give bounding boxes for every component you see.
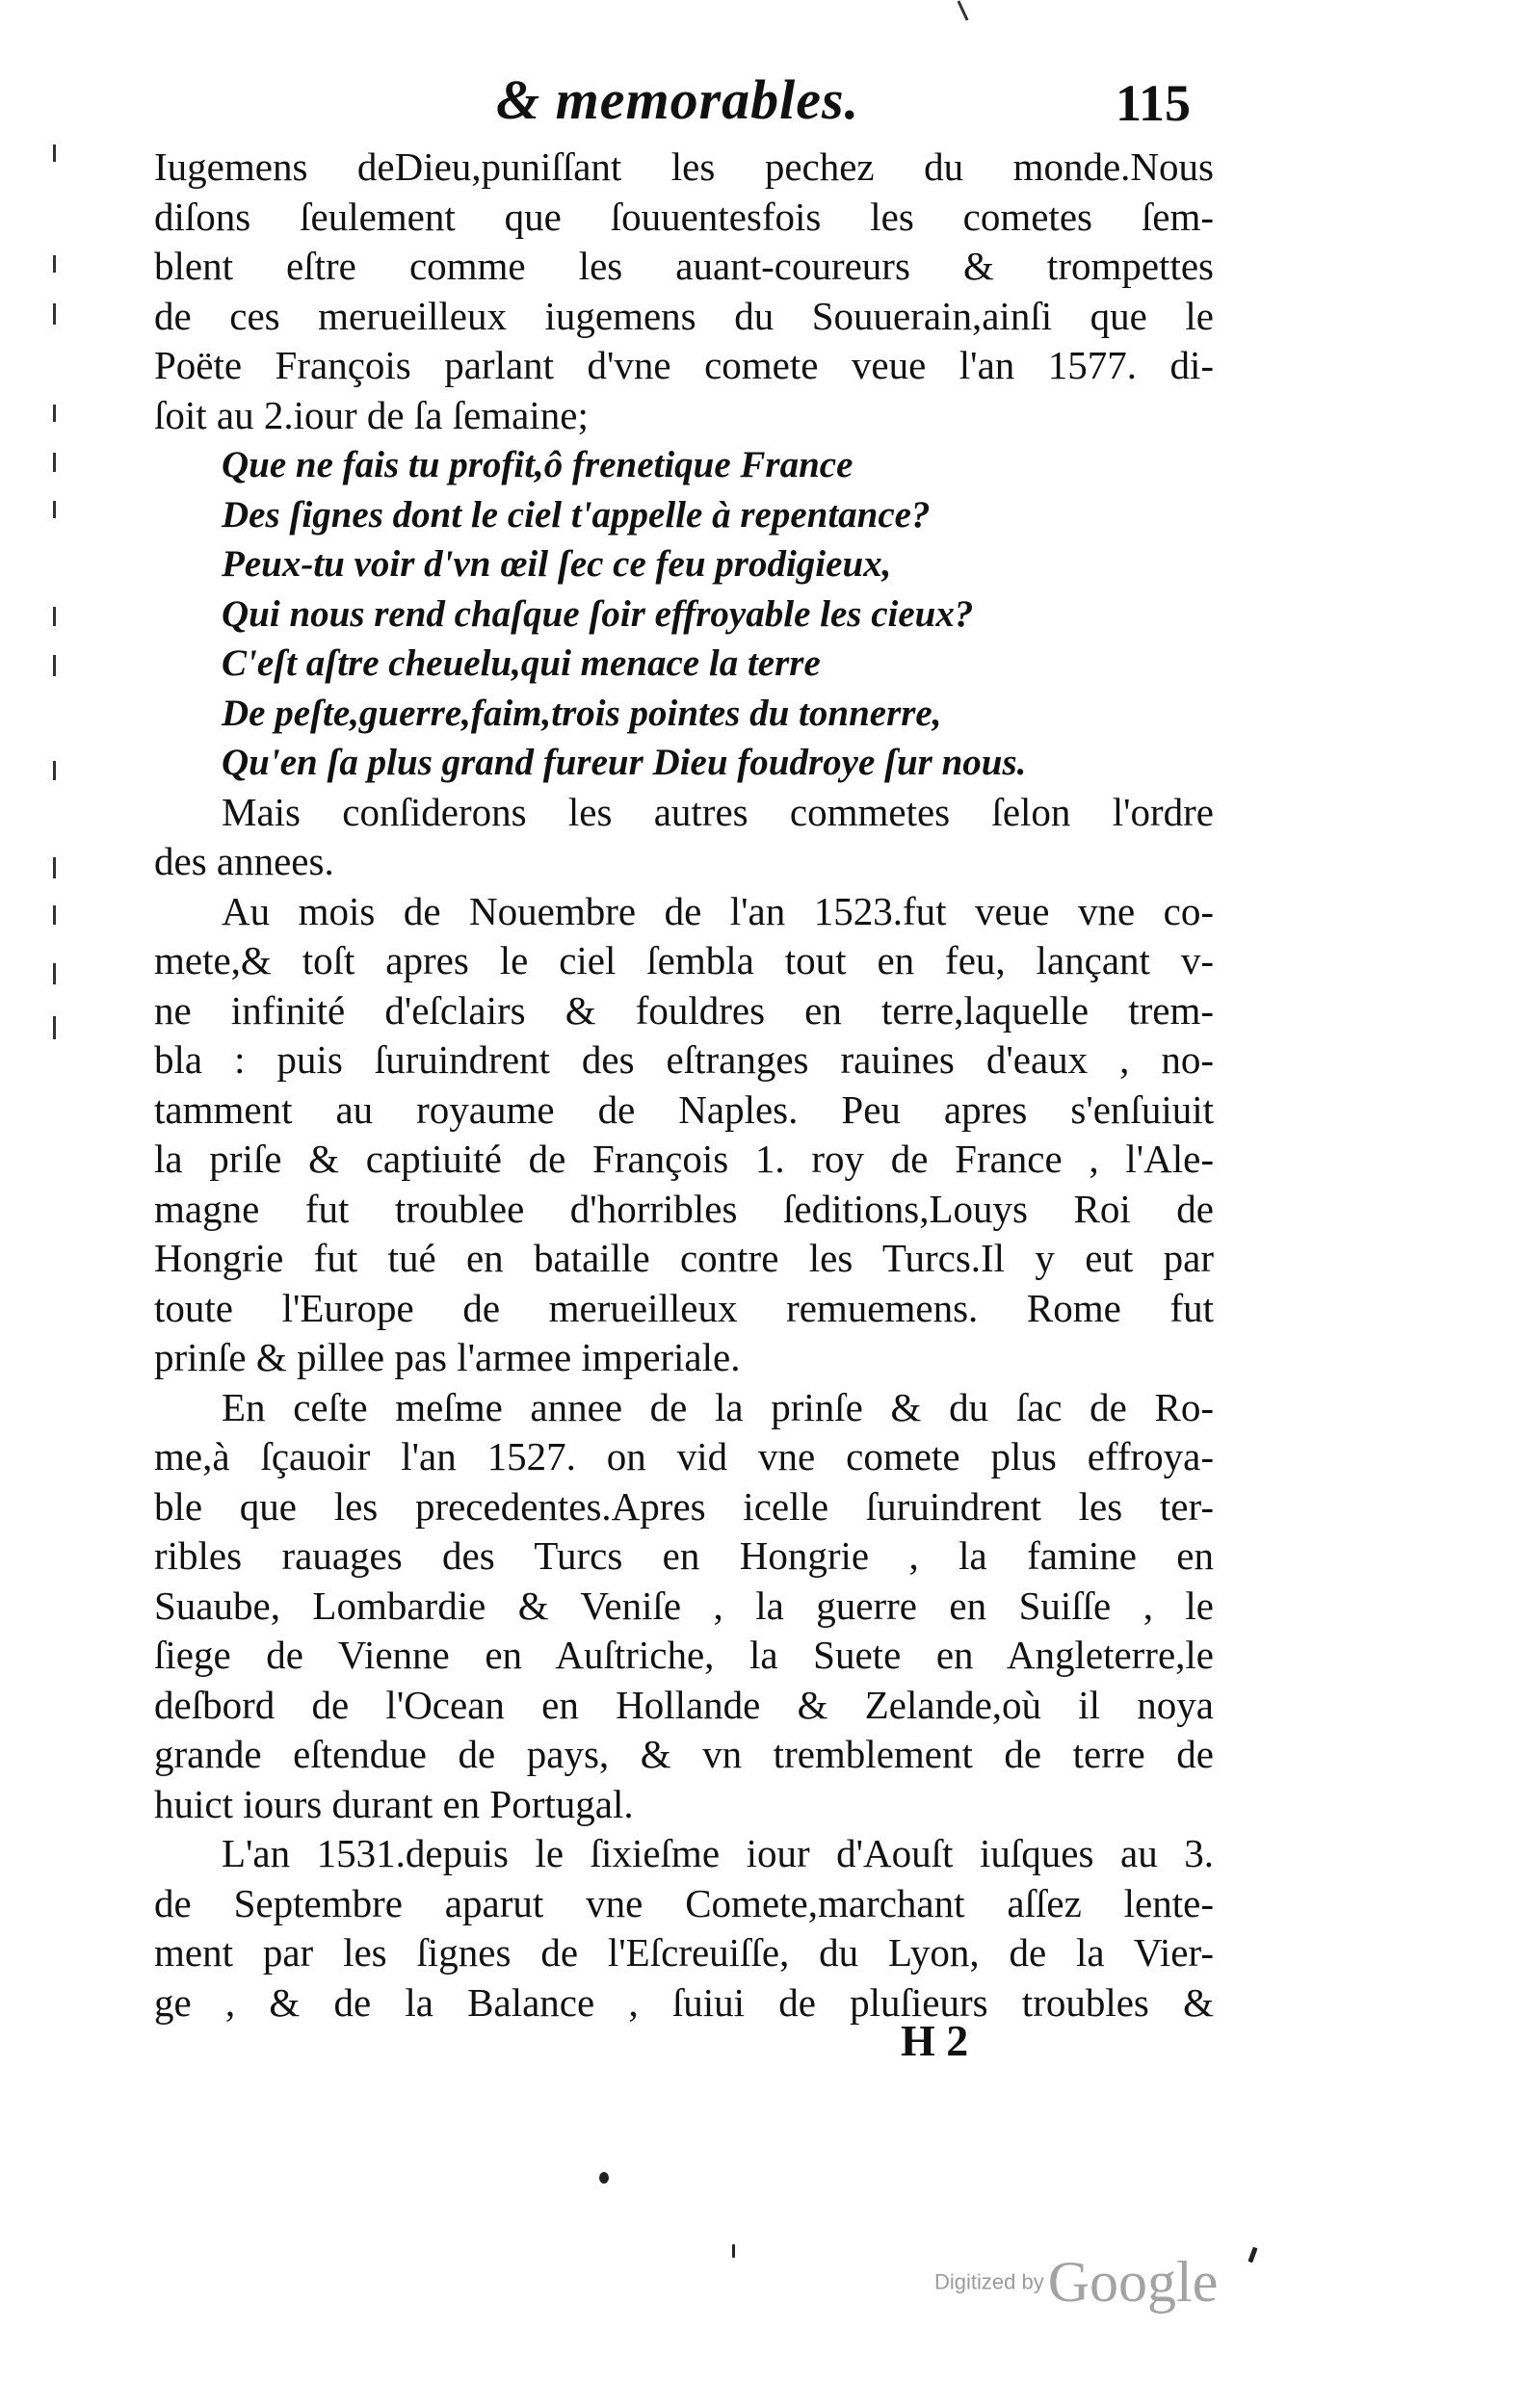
text-line: grande eſtendue de pays, & vn tremblement de terre de [154,1732,1214,1776]
margin-mark [53,1016,56,1039]
verse-line: Des ſignes dont le ciel t'appelle à repentance? [222,493,931,536]
text-line: diſons ſeulement que ſouuentesfois les cometes ſem- [154,194,1214,239]
scan-speck [1247,2247,1257,2264]
verse-line: De peſte,guerre,faim,trois pointes du tonnerre, [222,692,942,734]
verse-line: C'eſt aſtre cheuelu,qui menace la terre [222,642,821,684]
text-line: tamment au royaume de Naples. Peu apres s'enſuiuit [154,1086,1214,1132]
text-line: toute l'Europe de merueilleux remuemens. Rome fut [154,1285,1214,1330]
running-title: & memorables. [496,68,860,131]
text-line: huict iours durant en Portugal. [154,1781,634,1826]
watermark-prefix: Digitized by [934,2269,1044,2294]
text-line: Suaube, Lombardie & Veniſe , la guerre en Suiſſe , le [154,1583,1214,1628]
text-line: la priſe & captiuité de François 1. roy de France , l'Ale- [154,1137,1214,1181]
running-head [0,67,1523,154]
text-line: des annees. [154,839,334,883]
text-line: ble que les precedentes.Apres icelle ſuruindrent les ter- [154,1483,1214,1529]
margin-mark [53,405,56,422]
margin-mark [53,255,56,273]
text-line: En ceſte meſme annee de la prinſe & du ſac de Ro- [222,1384,1214,1429]
text-line: Mais conſiderons les autres commetes ſelon l'ordre [222,789,1214,834]
margin-mark [53,963,56,984]
verse-line: Qui nous rend chaſque ſoir effroyable les cieux? [222,592,974,635]
text-line: de Septembre aparut vne Comete,marchant aſſez lente- [154,1880,1214,1925]
text-line: de ces merueilleux iugemens du Souuerain,ainſi que le [154,293,1214,338]
digitization-watermark [934,2249,1218,2316]
text-line: Au mois de Nouembre de l'an 1523.fut veue vne co- [222,888,1214,933]
text-line: bla : puis ſuruindrent des eſtranges rauines d'eaux , no- [154,1037,1214,1082]
printer-signature: H 2 [901,2016,969,2065]
text-line: prinſe & pillee pas l'armee imperiale. [154,1335,741,1379]
scan-speck [957,0,968,20]
margin-mark [53,655,56,676]
margin-mark [53,303,56,325]
verse-line: Que ne fais tu profit,ô frenetique France [222,444,853,485]
text-line: ment par les ſignes de l'Eſcreuiſſe, du Lyon, de la Vier- [154,1930,1214,1975]
text-line: deſbord de l'Ocean en Hollande & Zelande,où il noya [154,1682,1214,1727]
text-line: ne infinité d'eſclairs & fouldres en terre,laquelle trem- [154,987,1214,1033]
text-line: me,à ſçauoir l'an 1527. on vid vne comete plus effroya- [154,1434,1214,1479]
text-line: ge , & de la Balance , ſuiui de pluſieurs troubles & [154,1979,1214,2025]
margin-mark [53,501,56,518]
text-line: ſiege de Vienne en Auſtriche, la Suete en Angleterre,le [154,1633,1214,1677]
text-line: mete,& toſt apres le ciel ſembla tout en feu, lançant v- [154,938,1214,982]
text-line: ſoit au 2.iour de ſa ſemaine; [154,392,589,437]
body-text [154,143,1214,2028]
margin-mark [53,453,56,472]
verse-line: Qu'en ſa plus grand fureur Dieu foudroye ſur nous. [222,742,1027,783]
text-line: Hongrie fut tué en bataille contre les Turcs.Il y eut par [154,1236,1214,1280]
watermark-brand: Google [1047,2250,1219,2314]
scan-speck [732,2244,735,2258]
text-line: magne fut troublee d'horribles ſeditions,Louys Roi de [154,1186,1214,1231]
verse-line: Peux-tu voir d'vn œil ſec ce feu prodigieux, [222,543,892,585]
margin-mark [53,607,56,626]
margin-mark [53,144,56,162]
text-line: L'an 1531.depuis le ſixieſme iour d'Aouſt iuſques au 3. [222,1831,1214,1875]
text-line: Poëte François parlant d'vne comete veue l'an 1577. di- [154,343,1214,387]
margin-mark [53,857,56,878]
text-line: ribles rauages des Turcs en Hongrie , la famine en [154,1533,1214,1578]
page-number: 115 [1116,74,1192,132]
text-line: Iugemens deDieu,puniſſant les pechez du monde.Nous [154,144,1214,189]
margin-mark [53,761,56,780]
margin-mark [53,905,56,925]
text-line: blent eſtre comme les auant-coureurs & trompettes [154,244,1214,288]
scan-speck [599,2172,609,2184]
